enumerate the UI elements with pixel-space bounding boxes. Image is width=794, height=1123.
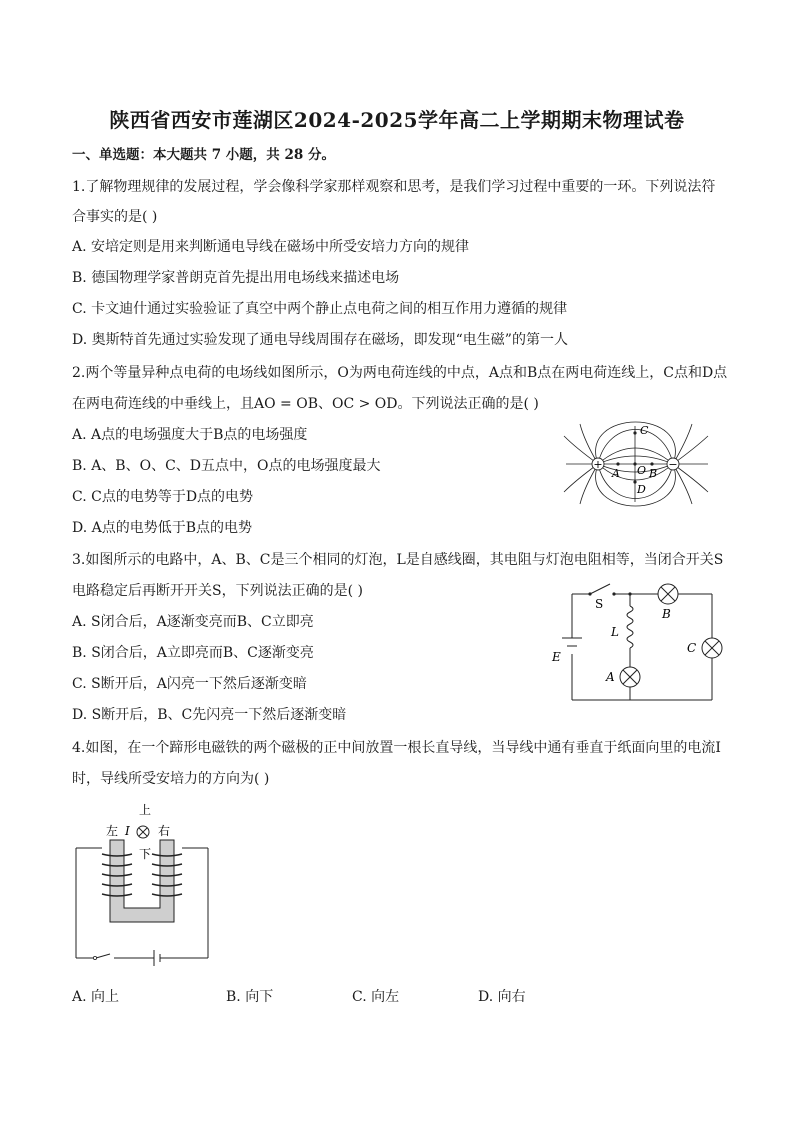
- minus-label: −: [668, 458, 678, 471]
- q1-stem-line1: 1.了解物理规律的发展过程，学会像科学家那样观察和思考，是我们学习过程中重要的一环。下列说法符: [72, 179, 716, 195]
- point-c-label: C: [640, 424, 649, 437]
- lamp-c-icon: [702, 638, 722, 658]
- inductor-label: L: [611, 625, 619, 639]
- direction-up-label: 上: [139, 803, 152, 817]
- point-o-label: O: [637, 464, 647, 477]
- direction-left-label: 左: [106, 824, 119, 838]
- current-into-page-icon: [137, 826, 149, 838]
- q1-option-b: B. 德国物理学家普朗克首先提出用电场线来描述电场: [72, 270, 400, 286]
- q1-option-a: A. 安培定则是用来判断通电导线在磁场中所受安培力方向的规律: [72, 239, 470, 255]
- q4-option-a: A. 向上: [72, 989, 120, 1005]
- q3-option-c: C. S断开后，A闪亮一下然后逐渐变暗: [72, 676, 307, 692]
- q3-stem-line1: 3.如图所示的电路中，A、B、C是三个相同的灯泡，L是自感线圈，其电阻与灯泡电阻相等，当闭合开关S: [72, 552, 724, 568]
- q3-option-b: B. S闭合后，A立即亮而B、C逐渐变亮: [72, 645, 314, 661]
- q4-option-d: D. 向右: [478, 989, 526, 1005]
- q2-option-d: D. A点的电势低于B点的电势: [72, 520, 253, 536]
- lamp-a-label: A: [606, 670, 615, 684]
- direction-down-label: 下: [139, 847, 152, 861]
- electric-field-lines-figure: [558, 418, 718, 510]
- q4-stem-line1: 4.如图，在一个蹄形电磁铁的两个磁极的正中间放置一根长直导线，当导线中通有垂直于纸面向里的电流I: [72, 740, 721, 756]
- q2-stem-line2: 在两电荷连线的中垂线上，且AO = OB、OC > OD。下列说法正确的是( ): [72, 396, 539, 412]
- current-label: I: [125, 824, 130, 838]
- q2-option-b: B. A、B、O、C、D五点中，O点的电场强度最大: [72, 458, 381, 474]
- point-a-label: A: [612, 467, 620, 480]
- direction-right-label: 右: [158, 824, 171, 838]
- q2-stem-line1: 2.两个等量异种点电荷的电场线如图所示，O为两电荷连线的中点，A点和B点在两电荷连线上，C点和D点: [72, 365, 728, 381]
- lamp-c-label: C: [687, 641, 697, 655]
- q3-option-d: D. S断开后，B、C先闪亮一下然后逐渐变暗: [72, 707, 347, 723]
- battery-label: E: [552, 650, 561, 664]
- q4-option-c: C. 向左: [352, 989, 400, 1005]
- q1-option-d: D. 奥斯特首先通过实验发现了通电导线周围存在磁场，即发现“电生磁”的第一人: [72, 332, 568, 348]
- electromagnet-figure: [72, 800, 216, 970]
- q2-option-a: A. A点的电场强度大于B点的电场强度: [72, 427, 308, 443]
- point-d-label: D: [637, 483, 646, 496]
- point-b-label: B: [649, 467, 658, 480]
- lamp-b-icon: [658, 584, 678, 604]
- page-title: 陕西省西安市莲湖区2024-2025学年高二上学期期末物理试卷: [109, 108, 685, 132]
- q4-option-b: B. 向下: [226, 989, 274, 1005]
- section-heading: 一、单选题：本大题共 7 小题，共 28 分。: [72, 147, 335, 163]
- q4-stem-line2: 时，导线所受安培力的方向为( ): [72, 771, 270, 787]
- plus-label: +: [593, 458, 603, 471]
- q1-stem-line2: 合事实的是( ): [72, 209, 158, 225]
- q3-option-a: A. S闭合后，A逐渐变亮而B、C立即亮: [72, 614, 314, 630]
- q1-option-c: C. 卡文迪什通过实验验证了真空中两个静止点电荷之间的相互作用力遵循的规律: [72, 301, 568, 317]
- lamp-b-label: B: [662, 607, 671, 621]
- circuit-figure: [548, 578, 728, 706]
- q2-option-c: C. C点的电势等于D点的电势: [72, 489, 254, 505]
- lamp-a-icon: [620, 667, 640, 687]
- q3-stem-line2: 电路稳定后再断开开关S，下列说法正确的是( ): [72, 583, 363, 599]
- switch-label: S: [595, 597, 604, 611]
